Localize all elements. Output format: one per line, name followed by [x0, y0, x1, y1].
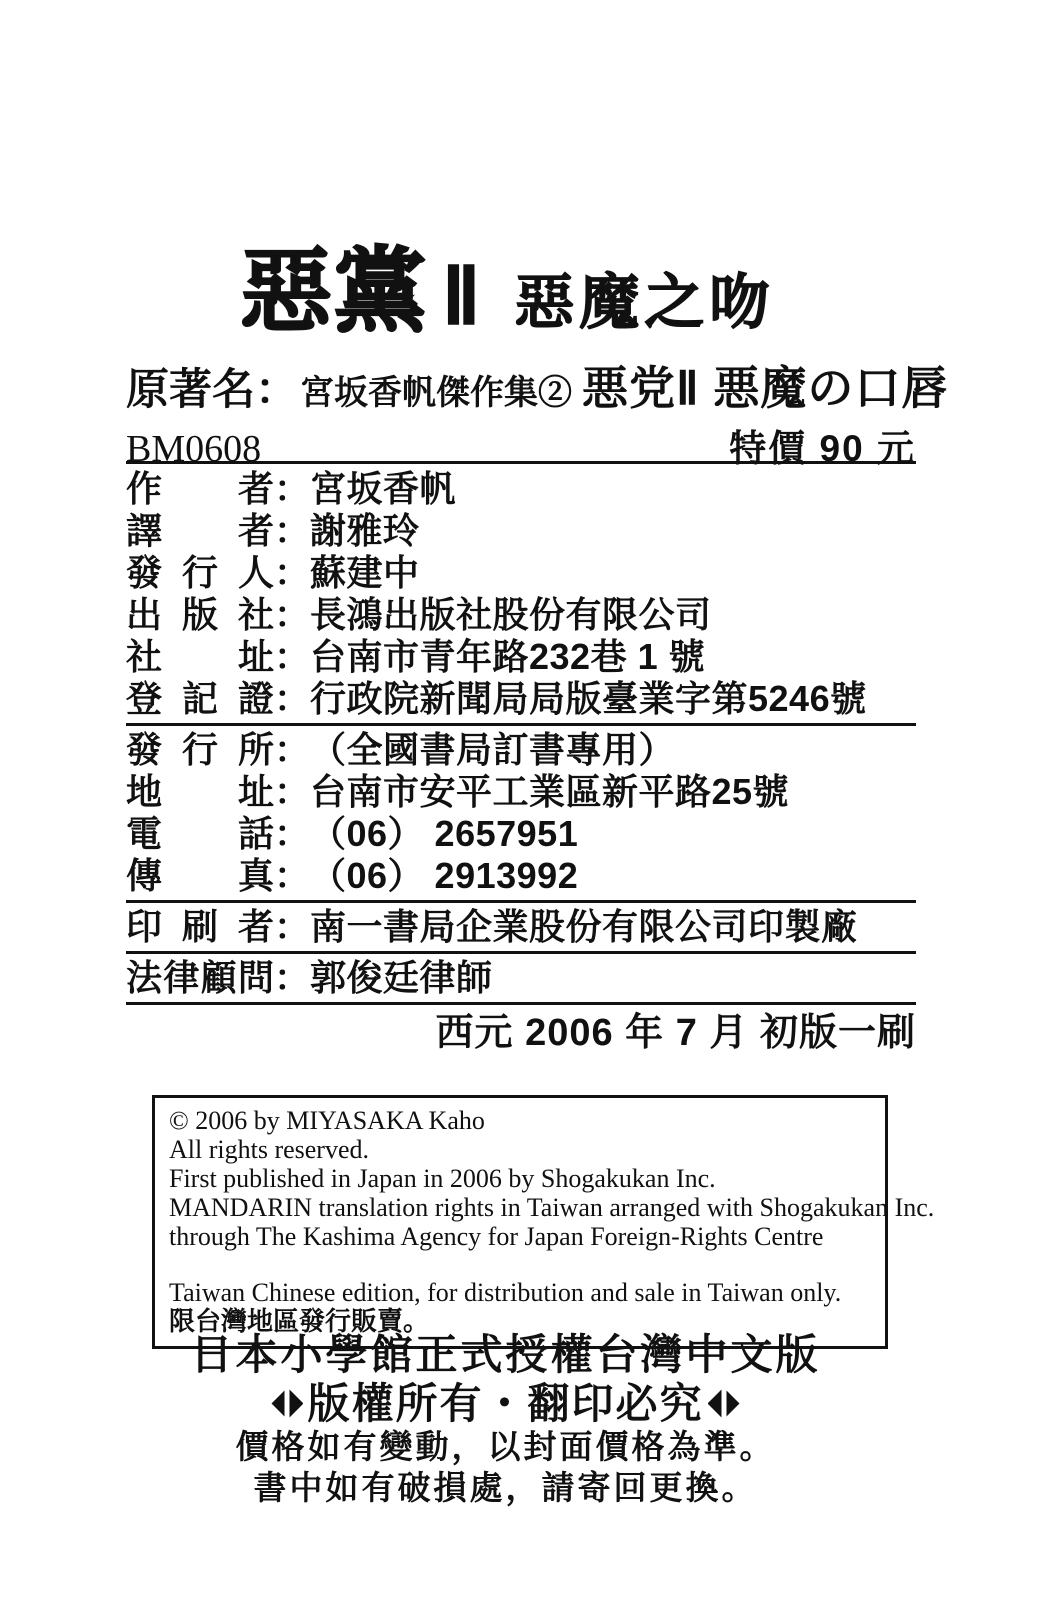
- info-row-printer: [126, 906, 916, 948]
- original-title-label: 原著名：: [126, 366, 298, 414]
- row-label: 作 者: [126, 468, 274, 509]
- damage-replacement-note: 書中如有破損處，請寄回更換。: [253, 1471, 758, 1507]
- book-code: BM0608: [126, 428, 262, 470]
- row-label: 發 行 所: [126, 729, 274, 770]
- book-title-main: 惡黨: [240, 241, 429, 343]
- row-label: 譯 者: [126, 510, 274, 551]
- edition-date: 西元 2006 年 7 月 初版一刷: [435, 1012, 916, 1054]
- row-value: 行政院新聞局局版臺業字第5246號: [310, 678, 867, 719]
- row-value: 長鴻出版社股份有限公司: [310, 594, 712, 635]
- row-value: （全國書局訂書專用）: [310, 729, 676, 770]
- divider-rule: [126, 1002, 916, 1005]
- book-title-subtitle: 惡魔之吻: [514, 269, 775, 336]
- row-value: 台南市安平工業區新平路25號: [310, 771, 790, 812]
- row-colon: ：: [274, 855, 311, 896]
- row-colon: ：: [274, 678, 311, 719]
- info-rows: [126, 468, 916, 1058]
- divider-rule: [126, 951, 916, 954]
- row-value: 蘇建中: [310, 552, 420, 593]
- copyright-line: MANDARIN translation rights in Taiwan arranged with Shogakukan Inc.: [169, 1193, 935, 1222]
- info-row-registration: [126, 678, 916, 720]
- row-colon: ：: [274, 552, 311, 593]
- row-colon: ：: [274, 813, 311, 854]
- divider-rule: [126, 900, 916, 903]
- row-colon: ：: [274, 636, 311, 677]
- footer-notices: [0, 1330, 1011, 1510]
- info-row-fax: [126, 855, 916, 897]
- row-label: 傳 真: [126, 855, 274, 896]
- price-change-note: 價格如有變動，以封面價格為準。: [235, 1430, 776, 1466]
- info-row-translator: [126, 510, 916, 552]
- row-label: 地 址: [126, 771, 274, 812]
- code-price-row: [126, 418, 916, 470]
- row-colon: ：: [274, 771, 311, 812]
- info-row-phone: [126, 813, 916, 855]
- copyright-line: Taiwan Chinese edition, for distribution and sale in Taiwan only.: [169, 1278, 842, 1307]
- info-row-legal-advisor: [126, 957, 916, 999]
- diamond-icon: [271, 1388, 303, 1420]
- book-title-numeral: Ⅱ: [442, 253, 481, 340]
- copyright-line: All rights reserved.: [169, 1135, 370, 1164]
- info-row-address: [126, 771, 916, 813]
- row-colon: ：: [274, 906, 311, 947]
- row-colon: ：: [274, 510, 311, 551]
- row-value: 宮坂香帆: [310, 468, 457, 509]
- row-label: 法律顧問: [126, 957, 274, 998]
- copyright-line: © 2006 by MIYASAKA Kaho: [169, 1106, 485, 1135]
- row-label: 出 版 社: [126, 594, 274, 635]
- row-value: 南一書局企業股份有限公司印製廠: [310, 906, 858, 947]
- original-series-name: 宮坂香帆傑作集②: [300, 374, 572, 412]
- diamond-icon: [708, 1388, 740, 1420]
- info-row-distributor: [126, 729, 916, 771]
- info-row-publisher-person: [126, 552, 916, 594]
- info-row-author: [126, 468, 916, 510]
- row-value: 台南市青年路232巷 1 號: [310, 636, 706, 677]
- license-statement: 日本小學館正式授權台灣中文版: [190, 1331, 821, 1378]
- info-row-company-address: [126, 636, 916, 678]
- original-title-line: [126, 352, 948, 418]
- publication-info-block: [126, 418, 916, 1058]
- copyright-line-chinese: 限台灣地區發行販賣。: [169, 1306, 430, 1336]
- row-colon: ：: [274, 729, 311, 770]
- book-title: [240, 218, 774, 350]
- copyright-box: [152, 1095, 935, 1349]
- original-title-text: 悪党Ⅱ 悪魔の口唇: [582, 362, 949, 414]
- row-label: 社 址: [126, 636, 274, 677]
- copyright-line: through The Kashima Agency for Japan Foreign-Rights Centre: [169, 1222, 824, 1251]
- row-value: 謝雅玲: [310, 510, 420, 551]
- row-colon: ：: [274, 957, 311, 998]
- row-value: 郭俊廷律師: [310, 957, 493, 998]
- row-label: 電 話: [126, 813, 274, 854]
- row-colon: ：: [274, 468, 311, 509]
- row-label: 登 記 證: [126, 678, 274, 719]
- row-value: （06） 2913992: [310, 855, 579, 896]
- row-label: 發 行 人: [126, 552, 274, 593]
- rights-statement: [0, 1379, 1011, 1428]
- row-colon: ：: [274, 594, 311, 635]
- row-label: 印 刷 者: [126, 906, 274, 947]
- row-value: （06） 2657951: [310, 813, 579, 854]
- divider-rule: [126, 723, 916, 726]
- price-label: 特價 90 元: [729, 428, 916, 469]
- info-row-publishing-house: [126, 594, 916, 636]
- copyright-line: First published in Japan in 2006 by Shogakukan Inc.: [169, 1164, 716, 1193]
- rights-statement-text: 版權所有・翻印必究: [307, 1380, 704, 1427]
